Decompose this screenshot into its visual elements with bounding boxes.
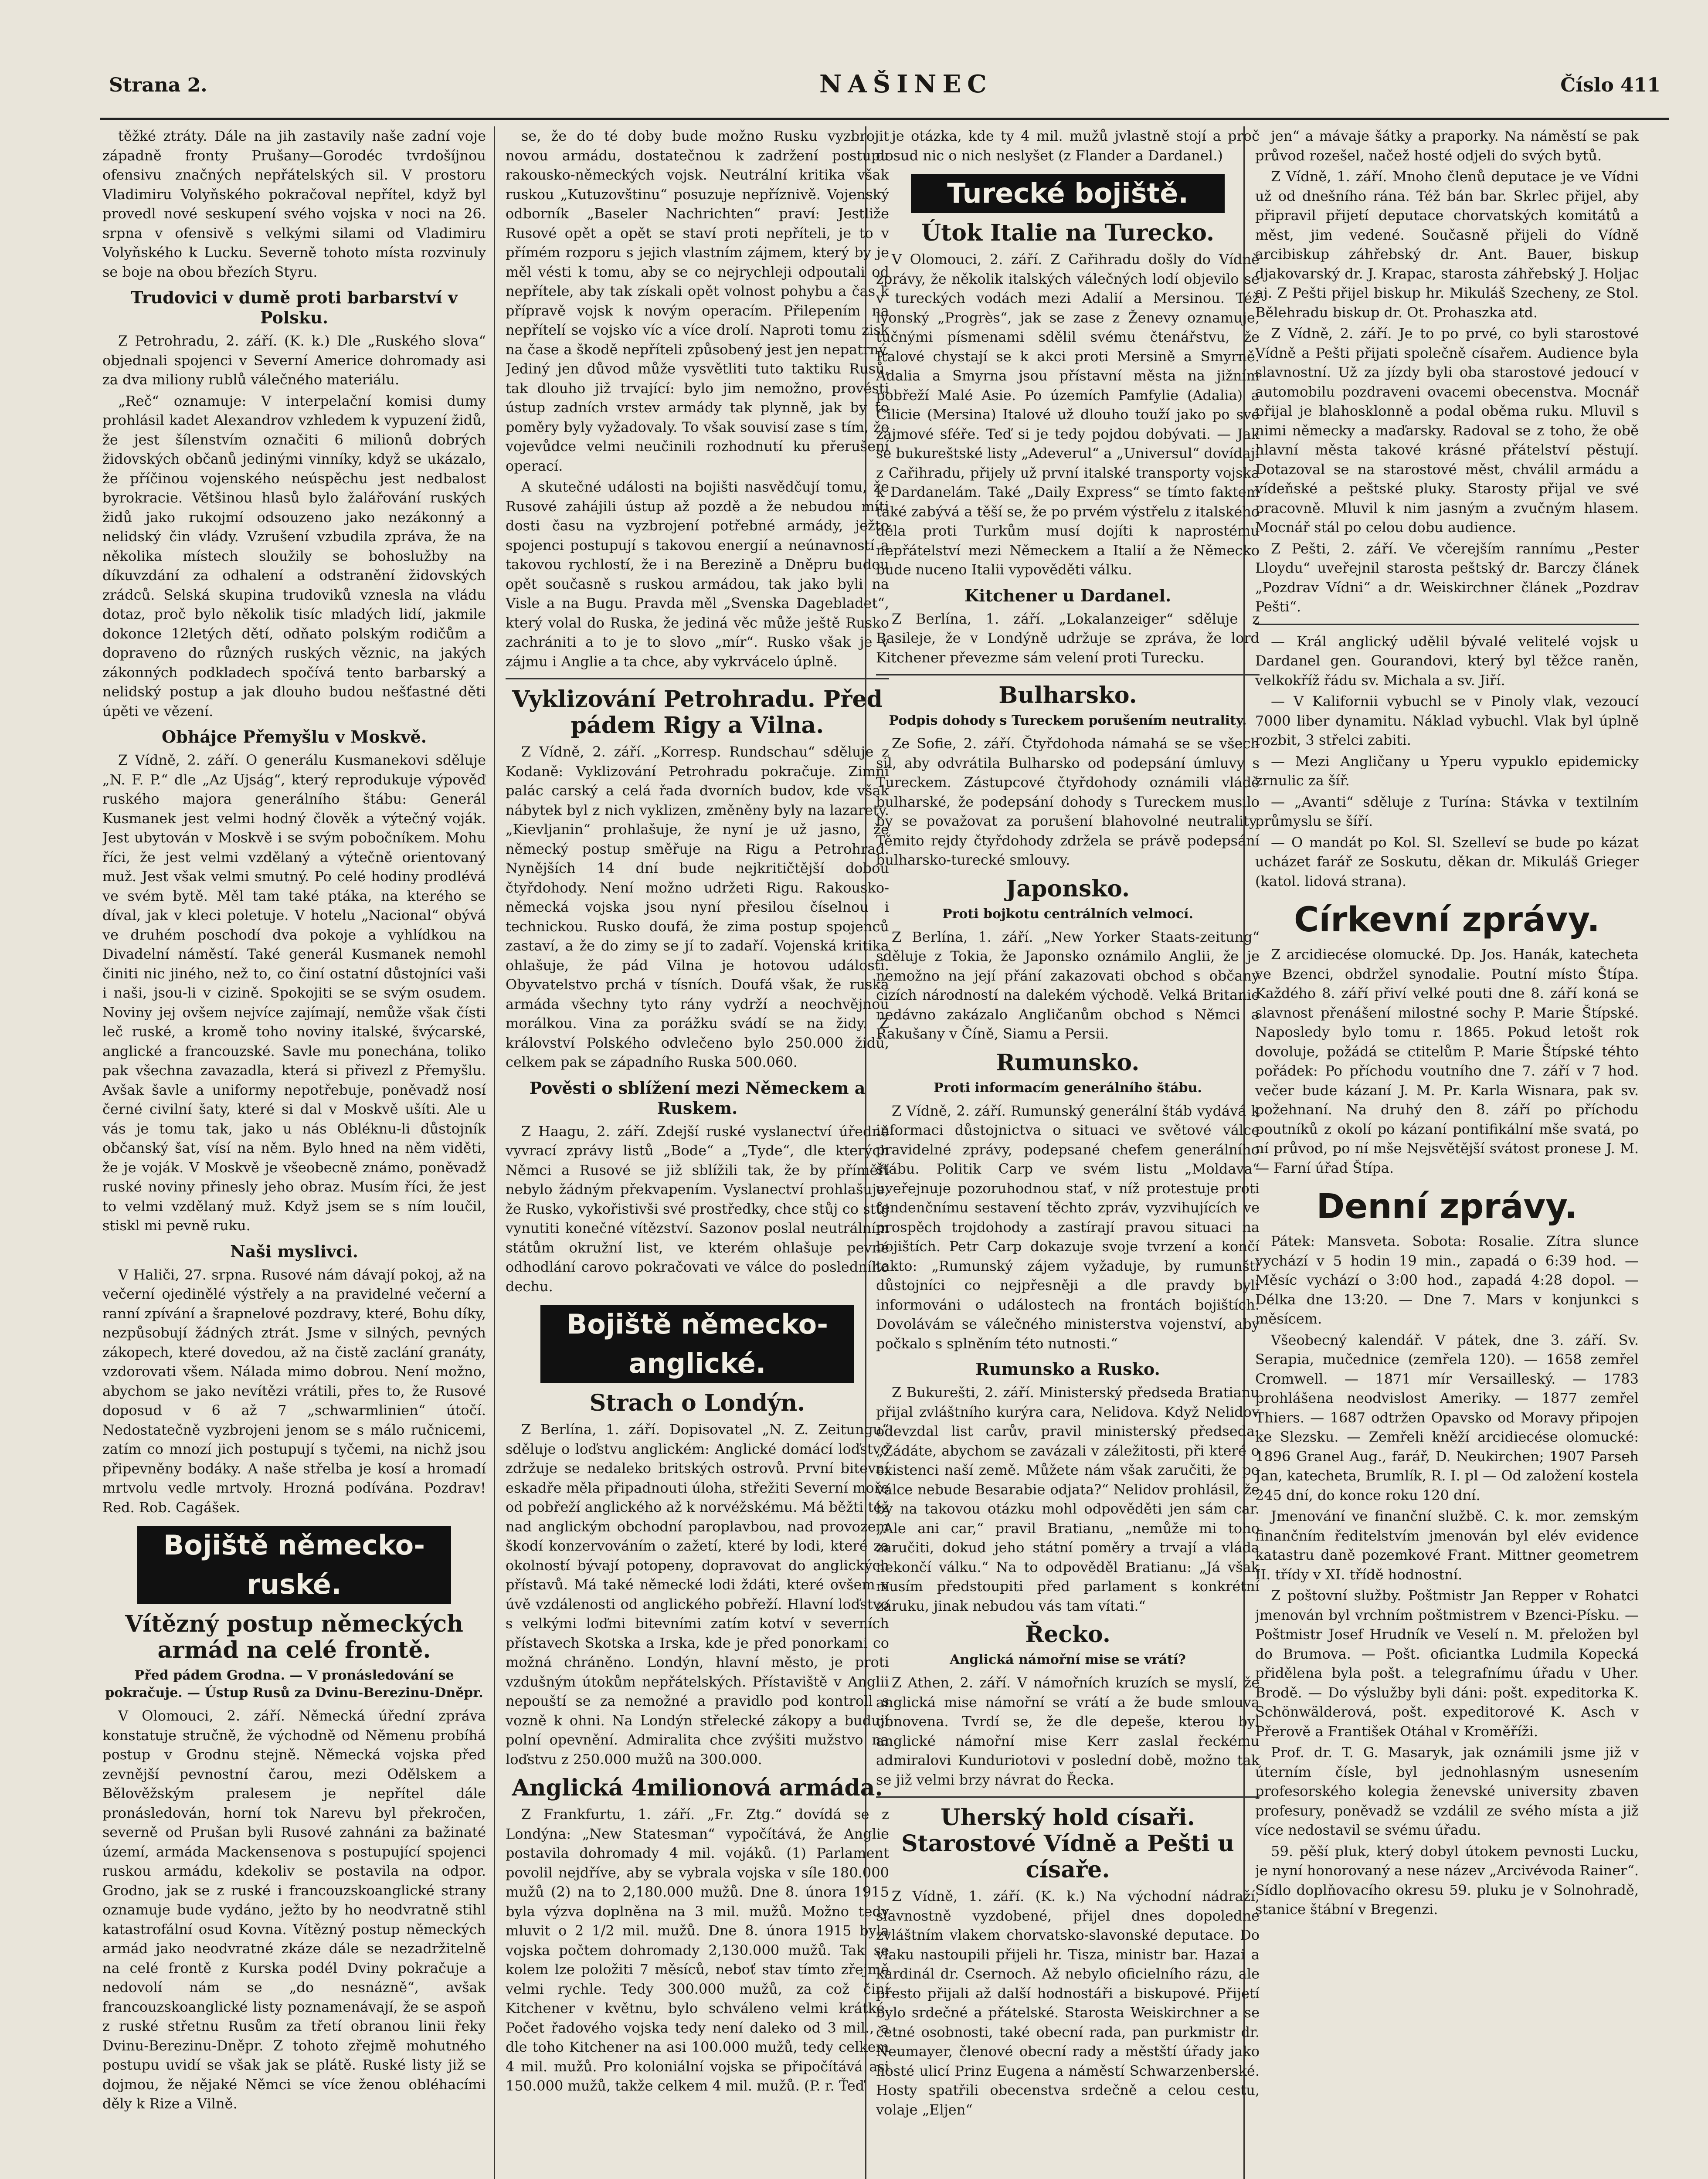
article-text: Ze Sofie, 2. září. Čtyřdohoda námahá se se všech sil, aby odvrátila Bulharsko od podepsání úmluvy s Tureckem. Zástupcové čtyřdohody oznámili vládě bulharské, že podepsání dohody s Tureckem musilo by se považovat za porušení blahovolné neutrality. Těmito rejdy čtyřdohody zdržela se právě podepsání bulharsko-turecké smlouvy.	[876, 735, 1260, 868]
article-subheadline: Podpis dohody s Tureckem porušením neutrality.	[889, 713, 1247, 728]
article-headline: Japonsko.	[1005, 875, 1130, 902]
article-text: je otázka, kde ty 4 mil. mužů jvlastně stojí a proč dosud nic o nich neslyšet (z Flander a Dardanel.)	[876, 128, 1260, 164]
masthead	[100, 65, 1669, 120]
article-text: Z arcidiecése olomucké. Dp. Jos. Hanák, katecheta ve Bzenci, obdržel synodalie. Poutní místo Štípa. Každého 8. září přiví velké pouti dne 8. září koná se slavnost přenášení milostné sochy P. Marie Štípské. Naposledy bylo tomu r. 1865. Pokud letošt rok dovoluje, požádá se ctitelům P. Marie Štípské téhto pořádek: Po příchodu voutního dne 7. září v 7 hod. večer bude kázaní J. M. Pr. Karla Wisnara, pak sv. požehnaní. Na druhý den 8. září po příchodu poutníků z okolí po kázaní pontifikální mše svatá, po ní průvod, po ní mše Nejsvětější svátost pronese J. M. — Farní úřad Štípa.	[1255, 946, 1639, 1176]
calendar-note: Pátek: Mansveta. Sobota: Rosalie. Zítra slunce vychází v 5 hodin 19 min., zapadá o 6:39 hod. — Měsíc vychází o 3:00 hod., zapadá 4:28 dopol. — Délka dne 13:20. — Dne 7. Mars v konjunkci s měsícem.	[1255, 1233, 1639, 1327]
article-text: Všeobecný kalendář. V pátek, dne 3. září. Sv. Serapia, mučednice (zemřela 120). — 1658 zemřel Cromwell. — 1871 mír Versailleský. — 1783 prohlášena neodvislost Ameriky. — 1877 zemřel Thiers. — 1687 odtržen Opavsko od Moravy připojen ke Slezsku. — Zemřeli kněží arcidiecése olomucké: 1896 Granel Aug., farář, D. Neukirchen; 1907 Parseh Jan, katecheta, Brumlík, R. I. pl — Od založení kostela 245 dní, do konce roku 120 dní.	[1255, 1331, 1639, 1504]
article-text: 59. pěší pluk, který dobyl útokem pevnosti Lucku, je nyní honorovaný a nese název „Arcivévoda Rainer“. Sídlo doplňovacího okresu 59. pluku je v Solnohradě, stanice štábní v Bregenzi.	[1255, 1843, 1639, 1918]
article-text: Z Pešti, 2. září. Ve včerejším rannímu „Pester Lloydu“ uveřejnil starosta peštský dr. Barczy článek „Pozdrav Vídni“ a dr. Weiskirchner článek „Pozdrav Pešti“.	[1255, 540, 1639, 615]
article-text: Z Athen, 2. září. V námořních kruzích se myslí, že anglická mise námořní se vrátí a že bude smlouva obnovena. Tvrdí se, že dle depeše, kterou byl anglické námořní mise Kerr zaslal řeckému admiralovi Kunduriotovi v poslední době, možno tak se již velmi brzy návrat do Řecka.	[876, 1674, 1260, 1788]
article-text: Z Berlína, 1. září. „New Yorker Staats-zeitung“ sděluje z Tokia, že Japonsko oznámilo Anglii, že je nemožno na její přání zakazovati obchod s občany cizích národností na dalekém východě. Velká Britanie nedávno zakázalo Angličanům obchod s Němci a Rakušany v Číně, Siamu a Persii.	[876, 928, 1260, 1042]
column-divider	[494, 126, 495, 2179]
article-headline: Řecko.	[1025, 1621, 1110, 1648]
article-headline: Pověsti o sblížení mezi Německem a Ruskem.	[529, 1078, 866, 1118]
column-4	[1255, 126, 1639, 2179]
article-headline: Uherský hold císaři. Starostové Vídně a Pešti u císaře.	[901, 1804, 1234, 1883]
section-banner: Turecké bojiště.	[911, 174, 1225, 213]
article-text: Z Vídně, 2. září. O generálu Kusmanekovi sděluje „N. F. P.“ dle „Az Ujság“, který reprodukuje výpověď ruského majora generálního štábu: Generál Kusmanek jest velmi hodný člověk a výtečný voják. Jest ubytován v Moskvě i se svým pobočníkem. Mohu říci, že jest velmi vzdělaný a výtečně orientovaný muž. Jest však velmi smutný. Po celé hodiny prodlévá ve svém bytě. Měl tam také ptáka, na kterého se díval, jak v kleci poletuje. V hotelu „Nacional“ obývá ve druhém poschodí dva pokoje a vyhlídkou na Divadelní náměstí. Také generál Kusmanek nemohl činiti nic jiného, než to, co činí ostatní důstojníci vaši i naši, jsou-li v cizině. Spokojiti se se svým osudem. Noviny jej ovšem nejvíce zajímají, nemůže však čísti leč ruské, a kromě toho noviny italské, švýcarské, anglické a francouzské. Savle mu ponechána, toliko pak všechna zavazadla, která si přivezl z Přemyšlu. Avšak šavle a uniformy nepotřebuje, poněvadž nosí černé civilní šaty, které si dal v Moskvě ušíti. Ale u vás je tomu tak, jako u nás Obléknu-li důstojník občanský šat, vísí na něm. Bylo hned na něm viděti, že je voják. V Moskvě je všeobecně známo, poněvadž ruské noviny přinesly jeho obraz. Musím říci, že jest to velmi vzdělaný muž. Když jsem se s ním loučil, stiskl mi pevně ruku.	[102, 752, 486, 1234]
column-2	[506, 126, 889, 2179]
article-headline: Bulharsko.	[998, 682, 1137, 709]
news-brief: — „Avanti“ sděluje z Turína: Stávka v textilním průmyslu se šíří.	[1255, 793, 1639, 829]
divider	[1255, 624, 1639, 625]
article-text: Z Bukurešti, 2. září. Ministerský předseda Bratianu přijal zvláštního kurýra cara, Nelidova. Když Nelidov odevzdal list carův, pravil ministerský předseda: „Žádáte, abychom se zavázali v záležitosti, při které o existenci naší země. Můžete nám však zaručiti, že po válce nebude Besarabie odjata?“ Nelidov prohlásil, že by na takovou otázku mohl odpověděti jen sám car. „Ale ani car,“ pravil Bratianu, „nemůže mi toho zaručiti, dokud jeho státní poměry a trvají a vláda nekončí válku.“ Na to odpověděl Bratianu: „Já však musím předstoupiti před parlament s konkrétní záruku, jinak nebudou vás tam vítati.“	[876, 1384, 1260, 1614]
article-text: Z Vídně, 2. září. Je to po prvé, co byli starostové Vídně a Pešti přijati společně císařem. Audience byla slavnostní. Už za jízdy byli oba starostové jedoucí v automobilu pozdraveni ovacemi obecenstva. Mocnář přijal je blahosklonně a podal oběma ruku. Mluvil s nimi německy a maďarsky. Radoval se z toho, že obě hlavní města takové krásné přátelství pěstují. Dotazoval se na starostové měst, chválil armádu a vídeňské a peštské pluky. Starosty přijal ve své pracovně. Mluvil k nim jasným a zvučným hlasem. Mocnář stál po celou dobu audience.	[1255, 325, 1639, 536]
article-headline: Rumunsko.	[996, 1049, 1140, 1076]
article-text: Z Vídně, 1. září. (K. k.) Na východní nádraží, slavnostně vyzdobené, přijel dnes dopoledne zvláštním vlakem chorvatsko-slavonské deputace. Do vlaku nastoupili přijeli hr. Tisza, ministr bar. Hazai a kardinál dr. Csernoch. Až nebylo oficielního rázu, ale přesto přijali až další hodnostáři a biskupové. Přijetí bylo srdečné a přátelské. Starosta Weiskirchner a se četné osobnosti, také obecní rada, pan purkmistr dr. Neumayer, členové obecní rady a městští úřady jako hosté ulicí Prinz Eugena a náměstí Schwarzenberské. Hosty spatřili obecenstva srdečně a celou cestu, volaje „Eljen“	[876, 1888, 1260, 2118]
article-headline: Naši myslivci.	[230, 1241, 358, 1261]
newspaper-title: NAŠINEC	[819, 70, 993, 98]
article-text: V Haliči, 27. srpna. Rusové nám dávají pokoj, až na večerní ojedinělé výstřely a na pravidelné večerní a ranní zpívání a šrapnelové pozdravy, které, Bohu díky, nezpůsobují žádných ztrát. Jsme v silných, pevných zákopech, které dovedou, až na čistě zaclání granáty, vzdorovati všem. Nálada mimo dobrou. Není možno, abychom se jako nevítězi vrátili, přes to, že Rusové doposud v 6 až 7 „schwarmlinien“ útočí. Nedostatečně vyzbrojeni jenom se s málo ručnicemi, zatím co mnozí jich postupují s tyčemi, na nichž jsou připevněny bodáky. A naše střelba je kosí a hromadí mrtvolu vedle mrtvoly. Hrozná podívána. Pozdrav! Red. Rob. Cagášek.	[102, 1266, 486, 1516]
divider	[506, 678, 889, 679]
article-text: „Reč“ oznamuje: V interpelační komisi dumy prohlásil kadet Alexandrov vzhledem k vypuzení židů, že jest šílenstvím označiti 6 milionů dobrých židovských občanů jedinými vinníky, když se ukázalo, že příčinou vojenského neúspěchu jest nedbalost byrokracie. Většinou hlasů bylo žalářování ruských židů jako rukojmí odsouzeno jako nezákonný a nelidský čin vlády. Vzrušení vzbudila zpráva, že na několika místech sloužily se bohoslužby na díkuvzdání za odhalení a odstranění židovských zrádců. Selská skupina trudoviků vznesla na vládu dotaz, proč bylo několik tisíc mladých lidí, jakmile dokonce 12letých dětí, odňato polským rodičům a dopraveno do různých ruských věznic, na jakých zákonných podkladech spočívá tento barbarský a nelidský postup a jak dlouho budou nešťastné děti úpěti ve vězení.	[102, 392, 486, 720]
column-1	[102, 126, 486, 2179]
article-text: V Olomouci, 2. září. Německá úřední zpráva konstatuje stručně, že východně od Němenu probíhá postup v Grodnu stejně. Německá vojska před zevnější pevnostní čarou, mezi Odělskem a Bělověžským pralesem je nepřítel dále pronásledován, horní tok Narevu byl překročen, severně od Prušan byli Rusové zahnáni za bažinaté území, armáda Mackensenova s postupující spojenci ruskou armádu, kdekoliv se postavila na odpor. Grodno, jak se z ruské i francouzskoanglické strany oznamuje bude vydáno, ježto by ho neodvratně stihl katastrofální osud Kovna. Vítězný postup německých armád jako neodvratné zkáze dále se nezadržitelně na celé frontě z Kurska podél Dviny pokračuje a nedovolí nám se „do nesnázně“, avšak francouzskoanglické listy poznamenávají, že se aspoň z ruské střetnu Rusům za třetí obranou linii řeky Dvinu-Berezinu-Dněpr. Z tohoto zřejmě mohutného postupu uvidí se však jak se plátě. Ruské listy již se dojmou, že nějaké Němci se více ženou obléhacími děly k Rize a Vilně.	[102, 1707, 486, 2112]
article-text: Z Berlína, 1. září. Dopisovatel „N. Z. Zeitungu“ sděluje o loďstvu anglickém: Anglické domácí loďstvo zdržuje se nedaleko britských ostrovů. První bitevní eskadře měla připadnouti úloha, střežiti Severní moře od pobřeží anglického až k norvéžskému. Má běžti též nad anglickým obchodní paroplavbou, nad provozem škodí konzervováním o zažetí, které by lodi, které za okolností bývají potopeny, dopravovat do anglických přístavů. Má také německé lodi ždáti, které ovšem v úvě vzdálenosti od anglického pobřeží. Hlavní loďstvo s velkými loďmi bitevními zatím kotví v severních přístavech Skotska a Irska, kde je před ponorkami co možná chráněno. Londýn, hlavní město, je proti vzdušným útokům nepřátelských. Přístaviště v Anglii nepouští se za nemožné a pravidlo pod kontroll s vozně k ohni. Na Londýn střelecké zákopy a budují polní opevnění. Admiralita chce zvýšiti mužstvo na loďstvu z 250.000 mužů na 300.000.	[506, 1421, 889, 1768]
article-text: Z Vídně, 1. září. Mnoho členů deputace je ve Vídni už od dnešního rána. Též bán bar. Skrlec přijel, aby připravil přijetí deputace chorvatských komitátů a měst, jim vedené. Současně přijeli do Vídně arcibiskup záhřebský dr. Ant. Bauer, biskup djakovarský dr. J. Krapac, starosta záhřebský J. Holjac aj. Z Pešti přijel biskup hr. Mikuláš Szecheny, ze Stol. Bělehradu biskup dr. Ot. Prohaszka atd.	[1255, 168, 1639, 321]
article-text: Z Frankfurtu, 1. září. „Fr. Ztg.“ dovídá se z Londýna: „New Statesman“ vypočítává, že Anglie postavila dohromady 4 mil. vojáků. (1) Parlament povolil nejdříve, aby se vybrala vojska v síle 180.000 mužů (2) na to 2,180.000 mužů. Dne 8. února 1915 byla výzva doplněna na 3 mil. mužů. Možno tedy mluvit o 2 1/2 mil. mužů. Dne 8. února 1915 byla vojska počtem dohromady 2,130.000 mužů. Tak se kolem lze položiti 7 měsíců, neboť stav tímto zřejmě velmi rychle. Tedy 300.000 mužů, za což činí Kitchener v květnu, bylo schváleno velmi krátké. Počet řadového vojska tedy není daleko od 3 mil., a dle toho Kitchener na asi 100.000 mužů, tedy celkem 4 mil. mužů. Pro koloniální vojska se připočítává asi 150.000 mužů, takže celkem 4 mil. mužů. (P. r. Ťeď	[506, 1806, 889, 2094]
article-headline: Obhájce Přemyšlu v Moskvě.	[162, 727, 427, 747]
article-text: Z Haagu, 2. září. Zdejší ruské vyslanectví úředně vyvrací zprávy listů „Bode“ a „Tyde“, dle kterých Němci a Rusové se již sblížili tak, že by příměří nebylo žádným překvapením. Vyslanectví prohlašuje, že Rusko, vykořistivši své prostředky, chce stůj co stůj vynutiti konečné vítězství. Sazonov poslal neutrálním státům okružní list, ve kterém ohlašuje pevné odhodlání carovo pokračovati ve válce do posledního dechu.	[506, 1123, 889, 1295]
section-banner: Bojiště německo-ruské.	[137, 1526, 451, 1604]
article-text: Z Vídně, 2. září. Rumunský generální štáb vydává k informaci důstojnictva o situaci ve světové válce pravidelné zprávy, podepsané chefem generálního štábu. Politik Carp ve svém listu „Moldava“ uveřejnuje pozoruhodnou stať, v níž protestuje proti tendenčnímu sestavení těchto zpráv, vyzvihujících ve prospěch trojdohody a zastírají pravou situaci na bojištích. Petr Carp dokazuje svoje tvrzení a končí takto: „Rumunský zájem vyžaduje, by rumunští důstojníci co nejpřesněji a dle pravdy byli informováni o událostech na frontách bojištích. Dovolávám se válečného ministerstva vojenství, aby počkalo s splněním této nutnosti.“	[876, 1102, 1260, 1352]
article-headline: Vyklizování Petrohradu. Před pádem Rigy a Vilna.	[512, 686, 883, 739]
article-subheadline: Proti informacím generálního štábu.	[934, 1080, 1202, 1096]
page-number-label: Strana 2.	[109, 74, 207, 96]
article-headline: Trudovici v dumě proti barbarství v Polsku.	[131, 288, 458, 327]
article-text: Jmenování ve finanční službě. C. k. mor. zemským finančním ředitelstvím jmenován byl elév evidence katastru daně pozemkové Frant. Mittner geometrem II. třídy v XI. třídě hodnostní.	[1255, 1508, 1639, 1583]
article-text: těžké ztráty. Dále na jih zastavily naše zadní voje západně fronty Prušany—Gorodéc tvrdošíjnou ofensivu značných nepřátelských sil. V prostoru Vladimiru Volyňského pokračoval nepřítel, když byl provedl nové seskupení svého vojska v noci na 26. srpna v ofensivě s velkými silami od Vladimiru Volyňského k Lucku. Severně tohoto místa rozvinuly se boje na obou březích Styru.	[102, 128, 486, 280]
divider	[876, 1796, 1260, 1798]
article-text: se, že do té doby bude možno Rusku vyzbrojit novou armádu, dostatečnou k zadržení postupu rakousko-německých vojsk. Neutrální kritika však ruskou „Kutuzovštinu“ posuzuje nepříznivě. Vojenský odborník „Baseler Nachrichten“ praví: Jestliže Rusové opět a opět se staví proti nepříteli, je to v přímém rozporu s jejich vlastním zájmem, který by je měl vésti k tomu, aby se co nejrychleji odpoutali od nepřítele, aby tak získali opět volnost pohybu a čas k přípravě vojsk k novým operacím. Přilepením na nepřítelí se vojsko víc a více drolí. Naproti tomu zisk na čase a škodě nepříteli způsobený jest jen nepatrný. Jediný jen důvod může vysvětliti tuto taktiku Rusů, tak dlouho již trvající: bylo jim nemožno, provésti ústup zadních vrstev armády tak plynně, jak by to poměry byly vyžadovaly. To však souvisí zase s tím, že vojevůdce velmi neučinili rozhodnutí ku přerušení operací.	[506, 128, 889, 474]
news-brief: — V Kalifornii vybuchl se v Pinoly vlak, vezoucí 7000 liber dynamitu. Náklad vybuchl. Vlak byl úplně rozbit, 3 střelci zabiti.	[1255, 693, 1639, 748]
article-headline: Útok Italie na Turecko.	[921, 220, 1215, 246]
article-text: Z poštovní služby. Poštmistr Jan Repper v Rohatci jmenován byl vrchním poštmistrem v Bzenci-Písku. — Poštmistr Josef Hrudník ve Veselí n. M. přeložen byl do Brumova. — Pošt. oficiantka Ludmila Kopecká přidělena byla pošt. a telegrafnímu úřadu v Uher. Brodě. — Do výslužby byli dáni: pošt. expeditorka K. Schönwälderová, pošt. expeditorové K. Asch v Přerově a František Otáhal v Kroměříži.	[1255, 1587, 1639, 1740]
article-subheadline: Proti bojkotu centrálních velmocí.	[942, 906, 1193, 922]
article-headline: Strach o Londýn.	[589, 1390, 805, 1416]
article-text: Prof. dr. T. G. Masaryk, jak oznámili jsme již v úterním čísle, byl jednohlasným usnesením profesorského kolegia ženevské university zbaven profesury, poněvadž se vzdálil ze svého místa a již více nedostavil se svému úřadu.	[1255, 1744, 1639, 1838]
article-headline: Anglická 4milionová armáda.	[512, 1775, 883, 1801]
article-text: V Olomouci, 2. září. Z Cařihradu došly do Vídně zprávy, že několik italských válečných lodí objevilo se v tureckých vodách mezi Adalií a Mersinou. Též lyonský „Progrès“, jak se zase z Ženevy oznamuje, tučnými písmenami sdělil svému čtenářstvu, že Italové chystají se k akci proti Mersině a Smyrně. Adalia a Smyrna jsou přístavní města na jižním pobřeží Malé Asie. Po územích Pamfylie (Adalia) a Cilicie (Mersina) Italové už dlouho touží jako po své zájmové sféře. Teď si je tedy pojdou dobývati. — Jak se bukureštské listy „Adeverul“ a „Universul“ dovídají z Cařihradu, přijely už první italské transporty vojska k Dardanelám. Také „Daily Express“ se tímto faktem také zabývá a těší se, že po prvém výstřelu z italského děla proti Turkům musí dojíti k naprostému nepřátelství mezi Německem a Italií a že Německo bude nuceno Italii vypověděti válku.	[876, 251, 1260, 578]
article-headline: Vítězný postup německých armád na celé frontě.	[125, 1611, 463, 1663]
article-text: Z Vídně, 2. září. „Korresp. Rundschau“ sděluje z Kodaně: Vyklizování Petrohradu pokračuje. Zimní palác carský a celá řada dvorních budov, kde však nábytek byl z nich vyklizen, změněny byly na lazarety. „Kievljanin“ prohlašuje, že nyní je už jasno, že německý postup směřuje na Rigu a Petrohrad. Nynějších 14 dní bude nejkritičtější dobou čtyřdohody. Není možno udržeti Rigu. Rakousko-německá vojska jsou nyní přesilou číselnou i technickou. Rusko doufá, že zima postup spojenců zastaví, a že do zimy se jí to zadaří. Vojenská kritika ohlašuje, že pád Vilna je hotovou událostí. Obyvatelstvo prchá v tísních. Doufá však, že ruská armáda všechny tyto rány vydrží a neochvějnou morálkou. Vina za porážku svádí se na židy. Z království Polského odvlečeno bylo 250.000 židů, celkem pak se západního Ruska 500.060.	[506, 743, 889, 1070]
article-subheadline: Anglická námořní mise se vrátí?	[950, 1652, 1186, 1667]
article-text: Z Berlína, 1. září. „Lokalanzeiger“ sděluje z Basileje, že v Londýně udržuje se zpráva, že lord Kitchener převezme sám velení proti Turecku.	[876, 610, 1260, 666]
news-brief: — Mezi Angličany u Yperu vypuklo epidemicky zrnulic za šíř.	[1255, 753, 1639, 789]
section-banner: Bojiště německo-anglické.	[540, 1305, 854, 1383]
news-brief: — O mandát po Kol. Sl. Szelleví se bude po kázat ucházet farář ze Soskutu, děkan dr. Mikuláš Grieger (katol. lidová strana).	[1255, 834, 1639, 889]
column-3	[876, 126, 1260, 2179]
article-headline: Rumunsko a Rusko.	[975, 1359, 1160, 1379]
article-text: Z Petrohradu, 2. září. (K. k.) Dle „Ruského slova“ objednali spojenci v Severní Americe dohromady asi za dva miliony rublů válečného materiálu.	[102, 333, 486, 388]
section-headline: Církevní zprávy.	[1294, 900, 1600, 940]
article-headline: Kitchener u Dardanel.	[964, 585, 1171, 605]
news-brief: — Král anglický udělil bývalé velitelé vojsk u Dardanel gen. Gourandovi, který byl těžce raněn, velkokříž řádu sv. Michala a sv. Jiří.	[1255, 633, 1639, 689]
issue-number: Číslo 411	[1560, 74, 1660, 96]
article-text: jen“ a mávaje šátky a praporky. Na náměstí se pak průvod rozešel, načež hosté odjeli do svých bytů.	[1255, 128, 1639, 164]
section-headline: Denní zprávy.	[1316, 1187, 1578, 1226]
article-subheadline: Před pádem Grodna. — V pronásledování se pokračuje. — Ústup Rusů za Dvinu-Berezinu-Dněpr.	[105, 1668, 483, 1700]
divider	[876, 674, 1260, 675]
article-text: A skutečné události na bojišti nasvědčují tomu, že Rusové zahájili ústup až pozdě a že nebudou míti dosti času na vyzbrojení potřebné armády, ježto spojenci postupují s takovou energií a neúnavností a takovou rychlostí, že i na Berezině a Dněpru budou opět současně s ruskou armádou, tak jako byli na Visle a na Bugu. Pravda měl „Svenska Dagebladet“, který volal do Ruska, že jediná věc může ještě Rusko zachrániti a to je to slovo „mír“. Rusko však je v zájmu i Anglie a ta chce, aby vykrvácelo úplně.	[506, 479, 889, 670]
